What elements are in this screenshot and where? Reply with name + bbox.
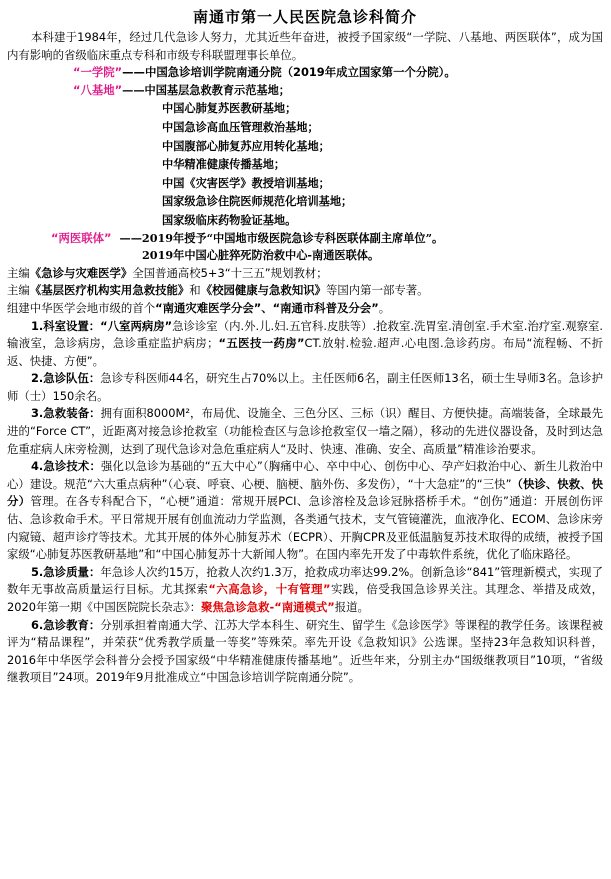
base-item: 中国心肺复苏医教研基地； xyxy=(162,101,297,116)
base-item: 国家级急诊住院医师规范化培训基地； xyxy=(162,194,353,209)
section-3 xyxy=(7,405,603,458)
bases-label: “八基地” xyxy=(73,82,123,97)
section-1-heading: 1.科室设置： xyxy=(30,318,101,333)
section-4 xyxy=(7,458,603,564)
textbook-title-2: 《基层医疗机构实用急救技能》 xyxy=(29,283,190,298)
section-2-heading: 2.急诊队伍： xyxy=(30,371,101,386)
alliance-line xyxy=(7,230,603,248)
section-1-text-b: 急诊诊室（内.外.儿.妇.五官科.皮肤等）.抢救室.洗胃室.清创室.手术室.治疗室.观察室.输液室，急诊病房，急诊重症监护病房； xyxy=(7,318,603,351)
section-3-text: 拥有面积8000M²，布局优、设施全、三色分区、三标（识）醒目、方便快捷。高端装备，全球最先进的“Force CT”，近距离对接急诊抢救室（功能检查区与急诊抢救室仅一墙之隔），移动的先进仪器设备，及时到达急危重症病人床旁检测，达到了现代急诊对急危重症病人“及时、快速、准确、安全、高质量”精准诊治要求。 xyxy=(7,406,603,456)
textbook-title-3: 《校园健康与急救知识》 xyxy=(200,283,326,298)
section-4-text-a: 强化以急诊为基础的“五大中心”（胸痛中心、卒中中心、创伤中心、孕产妇救治中心、新生儿救治中心）建设。规范“六大重点病种”（心衰、呼衰、心梗、脑梗、脑外伤、多发伤），“十大急症”的“三快” xyxy=(7,459,603,491)
section-4-text-c: 管理。在各专科配合下，“心梗”通道：常规开展PCI、急诊溶栓及急诊冠脉搭桥手术。“创伤”通道：开展创伤评估、急诊救命手术。平日常规开展有创血流动力学监测，各类通气技术，支气管镜灌洗，血液净化、ECOM、急诊床旁内窥镜、超声诊疗等技术。尤其开展的体外心肺复苏术（ECPR）、开胸CPR及亚低温脑复苏技术取得的成绩，被授予国家级“心肺复苏医教研基地”和“中国心肺复苏十大新闻人物”。在国内率先开发了中毒软件系统，优化了临床路径。 xyxy=(7,494,603,562)
section-5 xyxy=(7,564,603,617)
society-end: 。 xyxy=(378,300,391,315)
section-5-highlight-d: 聚焦急诊急救-“南通模式” xyxy=(201,600,335,614)
section-6 xyxy=(7,617,603,687)
alliance-text-1: ——2019年授予“中国地市级医院急诊专科医联体副主席单位”。 xyxy=(119,230,444,245)
section-5-text-a: 年急诊人次约15万，抢救人次约1.3万，抢救成功率达99.2%。创新急诊“841”管理新模式，实现了数年无事故高质量运行目标。尤其探索 xyxy=(7,564,603,597)
textbook-prefix: 主编 xyxy=(7,265,30,280)
textbook-desc-2: 等国内第一部专著。 xyxy=(326,283,429,298)
section-1-highlight-a: “八室两病房” xyxy=(100,318,173,333)
bases-list xyxy=(7,99,603,229)
textbook-desc-1: 全国普通高校5+3“十三五”规划教材； xyxy=(132,265,328,280)
textbook-line-2 xyxy=(7,282,603,300)
base-item: 中国《灾害医学》教授培训基地； xyxy=(162,175,330,190)
section-5-text-e: 报道。 xyxy=(334,600,369,614)
section-4-highlight-b: （快诊、快救、快分） xyxy=(7,476,603,509)
society-names: “南通灾难医学分会”、“南通市科普及分会” xyxy=(155,300,379,315)
base-item: 中国急诊高血压管理救治基地； xyxy=(162,119,319,134)
academy-line xyxy=(7,64,603,82)
base-item: 中华精准健康传播基地； xyxy=(162,157,286,172)
bases-line xyxy=(7,82,603,100)
bases-first: ——中国基层急救教育示范基地； xyxy=(122,82,290,97)
page-title: 南通市第一人民医院急诊科简介 xyxy=(192,8,417,26)
section-2 xyxy=(7,370,603,405)
section-5-text-c: 实践，倍受我国急诊界关注。其理念、举措及成效，2020年第一期《中国医院院长杂志》： xyxy=(7,582,603,614)
academy-text: ——中国急诊培训学院南通分院（2019年成立国家第一个分院）。 xyxy=(122,65,456,80)
section-1-highlight-c: “五医技一药房” xyxy=(218,336,305,351)
textbook-line-1 xyxy=(7,265,603,283)
alliance-label: “两医联体” xyxy=(51,230,112,245)
textbook-prefix: 主编 xyxy=(7,283,30,298)
academy-label: “一学院” xyxy=(73,65,123,80)
section-4-heading: 4.急诊技术： xyxy=(30,459,101,474)
textbook-title-1: 《急诊与灾难医学》 xyxy=(29,265,133,280)
society-prefix: 组建中华医学会地市级的首个 xyxy=(7,300,156,315)
section-5-heading: 5.急诊质量： xyxy=(30,564,101,579)
section-3-heading: 3.急救装备： xyxy=(30,406,101,421)
textbook-line-3 xyxy=(7,300,603,318)
section-1 xyxy=(7,318,603,371)
section-5-highlight-b: “六高急诊，十有管理” xyxy=(208,582,331,597)
textbook-and: 和 xyxy=(189,283,201,298)
alliance-text-2: 2019年中国心脏猝死防治救中心-南通医联体。 xyxy=(142,248,380,263)
base-item: 中国腹部心肺复苏应用转化基地； xyxy=(162,138,330,153)
base-item: 国家级临床药物验证基地。 xyxy=(162,212,297,227)
section-2-text: 急诊专科医师44名，研究生占70%以上。主任医师6名，副主任医师13名，硕士生导师3名。急诊护师（士）150余名。 xyxy=(7,371,603,403)
section-6-text: 分别承担着南通大学、江苏大学本科生、研究生、留学生《急诊医学》等课程的教学任务。该课程被评为“精品课程”，并荣获“优秀教学质量一等奖”等殊荣。率先开设《急救知识》公选课。坚持23年急救知识科普，2016年中华医学会科普分会授予国家级“中华精准健康传播基地”。近些年来，分别主办“国级继教项目”10项，“省级继教项目”24项。2019年9月批准成立“中国急诊培训学院南通分院”。 xyxy=(7,617,603,685)
section-6-heading: 6.急诊教育： xyxy=(30,617,101,632)
intro-paragraph: 本科建于1984年，经过几代急诊人努力，尤其近些年奋进，被授予国家级“一学院、八基地、两医联体”，成为国内有影响的省级临床重点专科和市级专科联盟理事长单位。 xyxy=(7,30,603,62)
section-1-text-d: CT.放射.检验.超声.心电图.急诊药房。布局“流程畅、不折返、快捷、方便”。 xyxy=(7,336,603,368)
